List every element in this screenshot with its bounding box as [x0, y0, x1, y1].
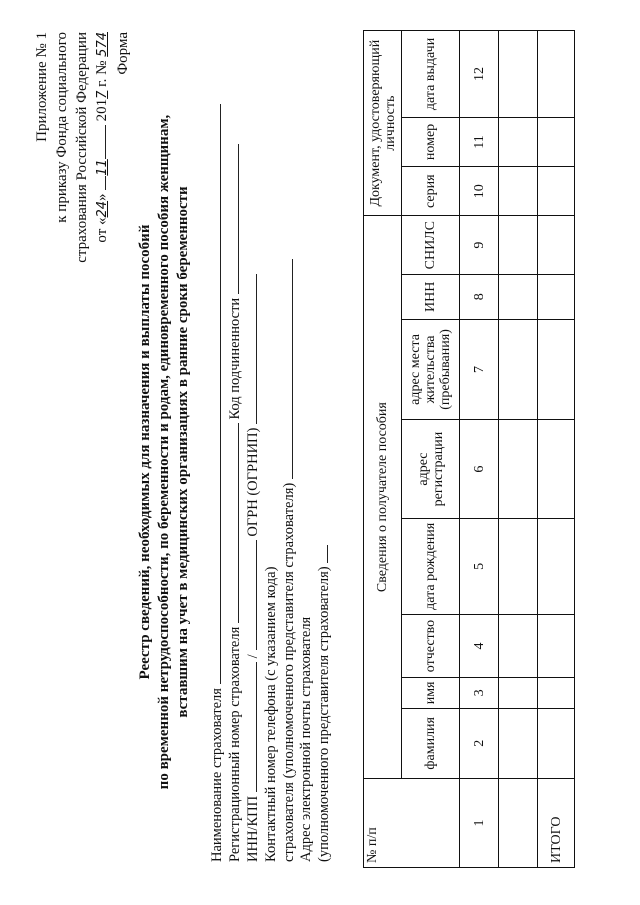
phone-label-1: Контактный номер телефона (с указанием кода)	[262, 566, 279, 862]
date-prefix: от «	[94, 217, 110, 243]
appendix-order-line: к приказу Фонда социального	[54, 32, 70, 223]
kpp-field[interactable]	[244, 540, 257, 650]
registry-table	[363, 30, 575, 868]
ogrn-field[interactable]	[244, 274, 257, 424]
table-cell[interactable]	[538, 117, 575, 166]
ogrn-label: ОГРН (ОГРНИП)	[245, 427, 262, 537]
table-cell[interactable]	[499, 319, 538, 420]
column-number: 5	[460, 518, 499, 614]
date-day: 24	[95, 200, 110, 218]
date-year-suffix: г. №	[94, 60, 110, 87]
col-header-issue-date: дата выдачи	[402, 31, 460, 118]
col-header-doc-number: номер	[402, 117, 460, 166]
table-cell[interactable]	[499, 778, 538, 867]
column-number: 4	[460, 614, 499, 677]
table-cell[interactable]	[499, 31, 538, 118]
document-title	[136, 32, 193, 872]
date-month-blank	[93, 125, 106, 159]
table-cell[interactable]	[499, 420, 538, 518]
subordination-code-field[interactable]	[226, 144, 239, 294]
col-header-inn: ИНН	[402, 275, 460, 320]
title-line-2: по временной нетрудоспособности, по беременности и родам, единовременного пособия женщинам,	[156, 114, 172, 790]
reg-number-field[interactable]	[226, 423, 239, 623]
total-label: ИТОГО	[538, 778, 575, 867]
column-number: 10	[460, 167, 499, 216]
email-label-2: (уполномоченного представителя страхователя)	[316, 566, 333, 862]
col-header-birth-date: дата рождения	[402, 518, 460, 614]
col-header-residence-address: адрес места жительства (пребывания)	[402, 319, 460, 420]
column-number: 8	[460, 275, 499, 320]
group-header-document: Документ, удостоверяющий личность	[364, 31, 402, 216]
email-label-1: Адрес электронной почты страхователя	[298, 616, 315, 862]
table-cell[interactable]	[499, 678, 538, 708]
total-row	[538, 31, 575, 868]
column-number-row	[460, 31, 499, 868]
inn-kpp-separator: /	[245, 654, 262, 659]
email-row-2	[315, 42, 333, 862]
group-header-recipient: Сведения о получателе пособия	[364, 216, 402, 779]
phone-label-2: страхователя (уполномоченного представителя страхователя)	[280, 482, 297, 862]
col-header-registration-address: адрес регистрации	[402, 420, 460, 518]
column-number: 3	[460, 678, 499, 708]
insurer-fields	[208, 42, 333, 862]
form-label: Форма	[115, 32, 131, 75]
title-line-3: вставшим на учет в медицинских организациях в ранние сроки беременности	[175, 186, 191, 718]
column-number: 7	[460, 319, 499, 420]
inn-field[interactable]	[244, 662, 257, 792]
column-number: 12	[460, 31, 499, 118]
appendix-date-line	[92, 32, 113, 263]
table-cell[interactable]	[499, 614, 538, 677]
appendix-header	[32, 32, 133, 263]
table-subheader-row	[402, 31, 460, 868]
column-number: 9	[460, 216, 499, 275]
table-cell[interactable]	[538, 31, 575, 118]
table-row	[499, 31, 538, 868]
table-cell[interactable]	[499, 708, 538, 778]
reg-number-label: Регистрационный номер страхователя	[227, 626, 244, 862]
col-header-snils: СНИЛС	[402, 216, 460, 275]
column-number: 11	[460, 117, 499, 166]
column-number: 2	[460, 708, 499, 778]
appendix-title: Приложение № 1	[34, 32, 50, 142]
table-cell[interactable]	[499, 216, 538, 275]
date-gap-blank	[93, 176, 106, 190]
table-cell[interactable]	[499, 117, 538, 166]
table-cell[interactable]	[499, 167, 538, 216]
reg-number-row	[226, 42, 244, 862]
col-header-name: имя	[402, 678, 460, 708]
col-header-surname: фамилия	[402, 708, 460, 778]
column-number: 6	[460, 420, 499, 518]
phone-row-1	[263, 42, 280, 862]
col-header-patronymic: отчество	[402, 614, 460, 677]
email-row-1	[298, 42, 315, 862]
col-header-number: № п/п	[364, 778, 460, 867]
insurer-name-row	[208, 42, 226, 862]
title-line-1: Реестр сведений, необходимых для назначения и выплаты пособий	[137, 224, 153, 680]
insurer-name-label: Наименование страхователя	[209, 688, 225, 862]
table-cell[interactable]	[538, 614, 575, 677]
date-year-digit: 7	[95, 90, 110, 99]
form-page	[18, 12, 618, 892]
table-cell[interactable]	[538, 167, 575, 216]
table-cell[interactable]	[538, 319, 575, 420]
appendix-fund-line: страхования Российской Федерации	[74, 32, 90, 263]
date-year-prefix: 201	[94, 98, 110, 122]
table-cell[interactable]	[538, 275, 575, 320]
date-mid: »	[94, 193, 110, 201]
order-number: 574	[95, 32, 110, 57]
table-cell[interactable]	[538, 216, 575, 275]
table-cell[interactable]	[538, 708, 575, 778]
table-cell[interactable]	[499, 275, 538, 320]
table-cell[interactable]	[538, 678, 575, 708]
phone-field[interactable]	[280, 259, 293, 479]
date-month: 11	[95, 159, 110, 176]
table-cell[interactable]	[499, 518, 538, 614]
email-field[interactable]	[315, 545, 328, 563]
inn-kpp-label: ИНН/КПП	[245, 795, 262, 862]
phone-row-2	[280, 42, 298, 862]
table-cell[interactable]	[538, 420, 575, 518]
insurer-name-field[interactable]	[208, 104, 221, 684]
table-header-row	[364, 31, 402, 868]
subordination-code-label: Код подчиненности	[227, 297, 244, 420]
table-cell[interactable]	[538, 518, 575, 614]
col-header-series: серия	[402, 167, 460, 216]
column-number: 1	[460, 778, 499, 867]
inn-kpp-row	[244, 42, 262, 862]
